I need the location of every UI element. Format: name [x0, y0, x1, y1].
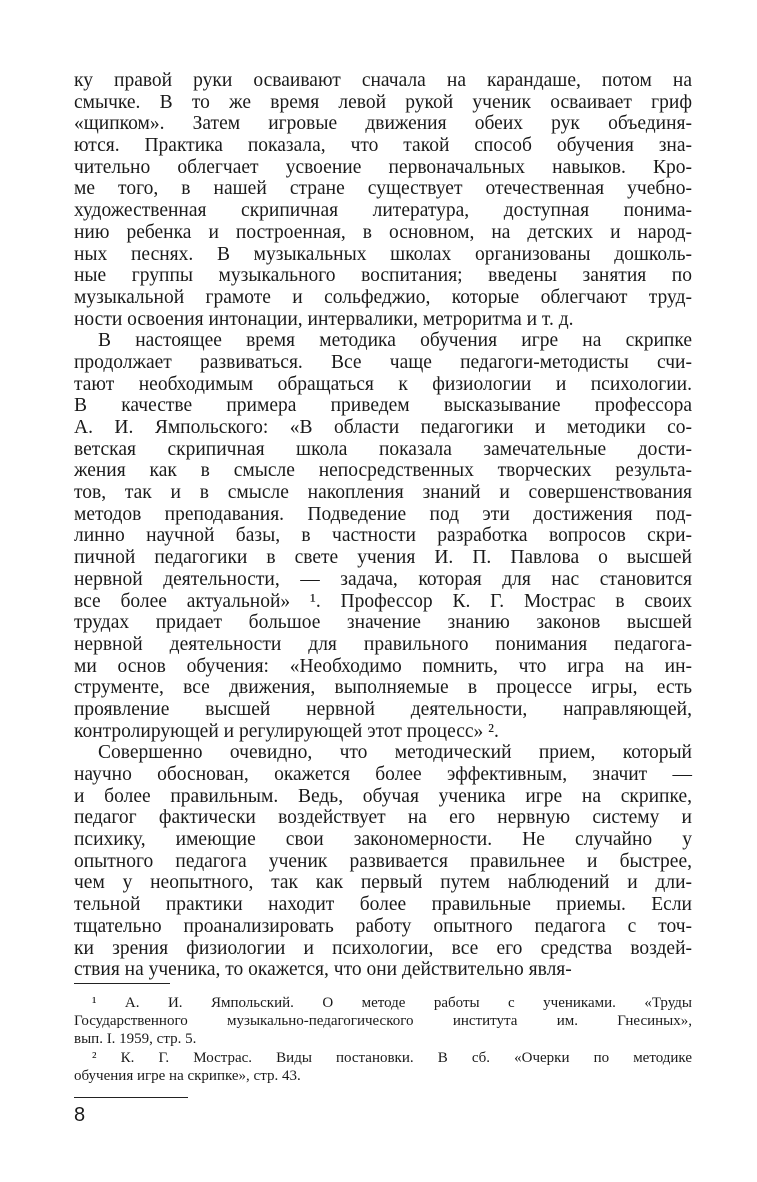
text-line: музыкальной грамоте и сольфеджио, которые облегчают труд-: [74, 286, 692, 308]
text-line: чем у неопытного, так как первый путем наблюдений и дли-: [74, 872, 692, 894]
text-line: методов преподавания. Подведение под эти достижения под-: [74, 503, 692, 525]
footnote-separator: [74, 983, 170, 984]
text-line: трудах придает большое значение знанию законов высшей: [74, 612, 692, 634]
text-line: ку правой руки осваивают сначала на карандаше, потом на: [74, 70, 692, 91]
text-line: тов, так и в смысле накопления знаний и совершенствования: [74, 482, 692, 504]
paragraph: [74, 330, 692, 742]
text-line: ствия на ученика, то окажется, что они действительно явля-: [74, 959, 572, 981]
footnote-1: [74, 994, 692, 1049]
page-number-rule: [74, 1097, 188, 1098]
text-line: ются. Практика показала, что такой способ обучения зна-: [74, 135, 692, 157]
text-line: тают необходимым обращаться к физиологии и психологии.: [74, 373, 692, 395]
main-text: [74, 70, 692, 981]
text-line: смычке. В то же время левой рукой ученик осваивает гриф: [74, 91, 692, 113]
text-line: чительно облегчает усвоение первоначальных навыков. Кро-: [74, 156, 692, 178]
text-line: тщательно проанализировать работу опытного педагога с точ-: [74, 915, 692, 937]
footnote-line: вып. I. 1959, стр. 5.: [74, 1031, 197, 1048]
text-line: пичной педагогики в свете учения И. П. Павлова о высшей: [74, 547, 692, 569]
text-line: линно научной базы, в частности разработка вопросов скри-: [74, 525, 692, 547]
body-text: [74, 70, 692, 981]
text-line: жения как в смысле непосредственных творческих результа-: [74, 460, 692, 482]
paragraph: [74, 742, 692, 981]
text-line: ме того, в нашей стране существует отечественная учебно-: [74, 178, 692, 200]
text-line: В качестве примера приведем высказывание профессора: [74, 395, 692, 417]
text-line: В настоящее время методика обучения игре на скрипке: [98, 330, 692, 352]
text-line: нервной деятельности для правильного понимания педагога-: [74, 633, 692, 655]
text-line: нию ребенка и построенная, в основном, на детских и народ-: [74, 221, 692, 243]
text-line: проявление высшей нервной деятельности, направляющей,: [74, 698, 692, 720]
text-line: ми основ обучения: «Необходимо помнить, что игра на ин-: [74, 655, 692, 677]
footnote-line: Государственного музыкально-педагогического института им. Гнесиных»,: [74, 1013, 692, 1030]
footnotes: [74, 994, 692, 1085]
text-line: Совершенно очевидно, что методический прием, который: [98, 742, 692, 764]
text-line: ности освоения интонации, интервалики, метроритма и т. д.: [74, 308, 574, 330]
text-line: и более правильным. Ведь, обучая ученика игре на скрипке,: [74, 785, 692, 807]
footnote-2: [74, 1049, 692, 1085]
text-line: все более актуальной» ¹. Профессор К. Г. Мострас в своих: [74, 590, 692, 612]
page-number: 8: [74, 1104, 86, 1126]
footnote-line: ¹ А. И. Ямпольский. О методе работы с учениками. «Труды: [92, 995, 692, 1011]
footnote-line: ² К. Г. Мострас. Виды постановки. В сб. «Очерки по методике: [92, 1049, 692, 1066]
text-line: ные группы музыкального воспитания; введены занятия по: [74, 265, 692, 287]
text-line: опытного педагога ученик развивается правильнее и быстрее,: [74, 850, 692, 872]
text-line: ных песнях. В музыкальных школах организованы дошколь-: [74, 243, 692, 265]
text-line: контролирующей и регулирующей этот процесс» ².: [74, 720, 499, 742]
text-line: тельной практики находит более правильные приемы. Если: [74, 894, 692, 916]
text-line: А. И. Ямпольского: «В области педагогики и методики со-: [74, 417, 692, 438]
text-line: ки зрения физиологии и психологии, все его средства воздей-: [74, 937, 692, 959]
text-line: ветская скрипичная школа показала замечательные дости-: [74, 438, 692, 460]
text-line: нервной деятельности, — задача, которая для нас становится: [74, 568, 692, 590]
text-line: научно обоснован, окажется более эффективным, значит —: [74, 764, 692, 785]
text-line: педагог фактически воздействует на его нервную систему и: [74, 807, 692, 829]
text-line: художественная скрипичная литература, доступная понима-: [74, 200, 692, 222]
footnote-line: обучения игре на скрипке», стр. 43.: [74, 1067, 301, 1084]
text-line: продолжает развиваться. Все чаще педагоги-методисты счи-: [74, 351, 692, 373]
text-line: «щипком». Затем игровые движения обеих рук объединя-: [74, 113, 692, 135]
text-line: струменте, все движения, выполняемые в процессе игры, есть: [74, 677, 692, 699]
paragraph: [74, 70, 692, 330]
text-line: психику, имеющие свои закономерности. Не случайно у: [74, 829, 692, 851]
